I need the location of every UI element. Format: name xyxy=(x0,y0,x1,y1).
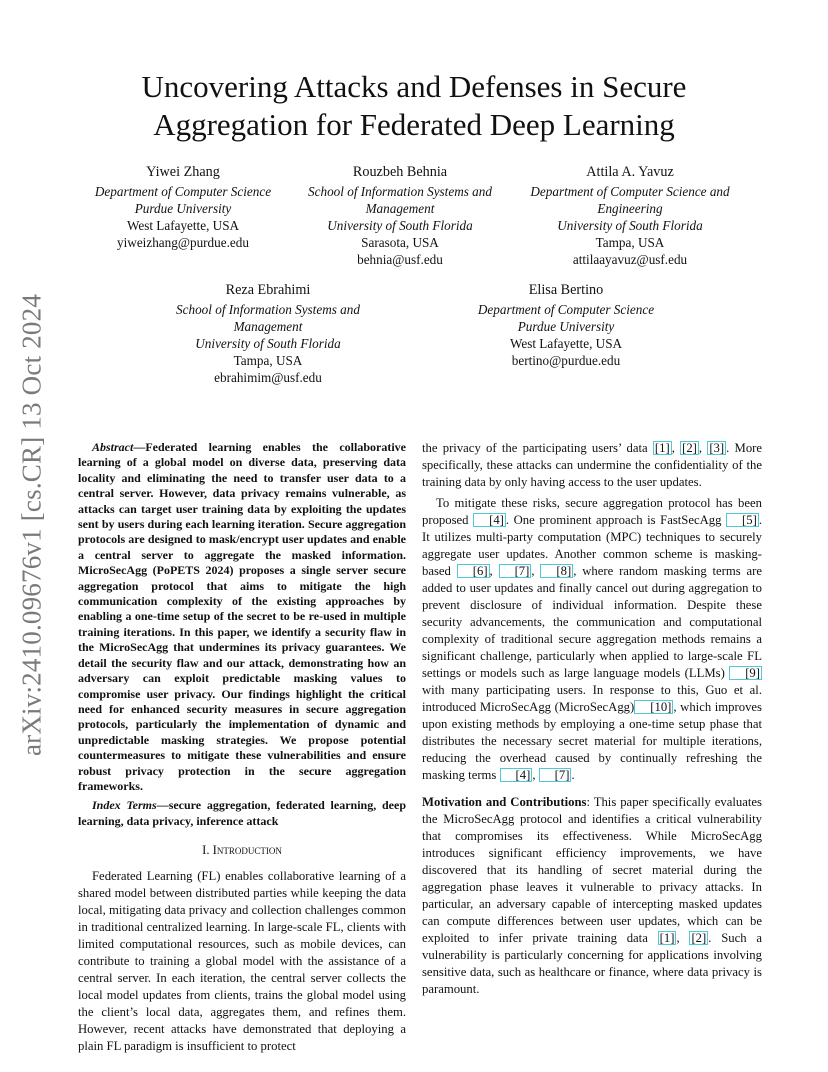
citation-link[interactable]: [9] xyxy=(729,666,762,680)
author-name: Reza Ebrahimi xyxy=(225,282,311,298)
index-terms-text: —secure aggregation, federated learning, deep learning, data privacy, inference attack xyxy=(78,798,406,828)
right-column xyxy=(422,440,762,1002)
left-column xyxy=(78,440,406,1059)
author-name: Elisa Bertino xyxy=(528,282,604,298)
author-block xyxy=(88,164,278,251)
citation-link[interactable]: [2] xyxy=(682,441,697,455)
author-email: attilaayavuz@usf.edu xyxy=(572,252,688,267)
author-institution: University of South Florida xyxy=(195,336,341,351)
paragraph: Motivation and Contributions: This paper specifically evaluates the MicroSecAgg protocol and identifies a critical vulnerability that compromises its effectiveness. While MicroSecAgg introduces significant efficiency improvements, we have discovered that its handling of secret material during the aggregation phase leaves it vulnerable to privacy attacks. In particular, an adversary capable of intercepting masked updates can compute differences between user updates, which can be exploited to infer private training data [1] , [2] . Such a vulnerability is particularly concerning for applications involving sensitive data, such as healthcare or finance, where data privacy is paramount. xyxy=(422,795,763,996)
citation-link[interactable]: [2] xyxy=(691,931,707,945)
citation-link[interactable]: [7] xyxy=(539,768,572,782)
author-dept: Department of Computer Science xyxy=(94,184,272,199)
citation-link[interactable]: [10] xyxy=(634,700,673,714)
author-location: West Lafayette, USA xyxy=(509,336,623,351)
abstract-label: Abstract xyxy=(92,440,134,454)
author-email: yiweizhang@purdue.edu xyxy=(117,235,249,250)
author-dept: Department of Computer Science and Engineering xyxy=(530,184,730,216)
paragraph: To mitigate these risks, secure aggregation protocol has been proposed [4] . One prominent approach is FastSecAgg [5] . It utilizes multi-party computation (MPC) techniques to securely aggregate user updates. Another common scheme is masking-based [6] , [7] , [8] , where random masking terms are added to user updates and finally cancel out during aggregation to prevent disclosure of individual information. Despite these security advancements, the communication and computational complexity of traditional secure aggregation methods remains a significant challenge, particularly when applied to large-scale FL settings or models such as large language models (LLMs) [9] with many participating users. In response to this, Guo et al. introduced MicroSecAgg (MicroSecAgg) [10] , which improves upon existing methods by employing a one-time setup phase that distributes the necessary secret material for multiple iterations, reducing the overhead caused by continually refreshing the masking terms [4] , [7] . xyxy=(422,496,763,782)
paper-title: Uncovering Attacks and Defenses in Secure Aggregation for Federated Deep Learning xyxy=(141,69,687,142)
abstract xyxy=(78,440,406,794)
author-email: ebrahimim@usf.edu xyxy=(214,370,322,385)
section-heading: I. Introduction xyxy=(202,843,282,858)
index-terms-label: Index Terms xyxy=(92,798,157,813)
citation-link[interactable]: [5] xyxy=(726,513,759,527)
author-block xyxy=(166,282,370,386)
citation-link[interactable]: [7] xyxy=(499,564,532,578)
author-institution: Purdue University xyxy=(134,201,232,216)
arxiv-identifier: arXiv:2410.09676v1 [cs.CR] 13 Oct 2024 xyxy=(16,293,47,757)
author-email: bertino@purdue.edu xyxy=(511,353,621,368)
author-email: behnia@usf.edu xyxy=(357,252,443,267)
citation-link[interactable]: [1] xyxy=(659,931,675,945)
citation-link[interactable]: [8] xyxy=(540,564,573,578)
citation-link[interactable]: [1] xyxy=(654,441,670,455)
citation-link[interactable]: [6] xyxy=(457,564,490,578)
author-location: Tampa, USA xyxy=(233,353,303,368)
author-name: Rouzbeh Behnia xyxy=(352,164,448,180)
paragraph-heading: Motivation and Contributions xyxy=(422,795,587,809)
author-dept: School of Information Systems and Management xyxy=(176,302,360,334)
abstract-text: —Federated learning enables the collaborative learning of a global model on diverse data, preserving data locality and eliminating the need to transfer user data to a central server. However, data privacy remains vulnerable, as attacks can target user training data by exploiting the updates sent by users during each learning iteration. Secure aggregation protocols are designed to mask/encrypt user updates and enable a central server to aggregate the masked information. MicroSecAgg (PoPETS 2024) proposes a single server secure aggregation protocol that aims to mitigate the high communication complexity of the existing approaches by enabling a one-time setup of the secret to be re-used in multiple training iterations. In this paper, we identify a security flaw in the MicroSecAgg that undermines its privacy guarantees. We detail the security flaw and our attack, demonstrating how an adversary can exploit predictable masking values to compromise user privacy. Our findings highlight the critical need for enhanced security measures in secure aggregation protocols, particularly the implementation of dynamic and unpredictable masking strategies. We propose potential countermeasures to mitigate these vulnerabilities and ensure robust privacy protection in the secure aggregation frameworks. xyxy=(78,440,406,793)
paragraph: the privacy of the participating users’ data [1] , [2] , [3] . More specifically, these attacks can undermine the confidentiality of the training data by only having access to the user updates. xyxy=(422,441,763,489)
author-block xyxy=(518,164,742,268)
author-dept: Department of Computer Science xyxy=(477,302,655,317)
author-name: Attila A. Yavuz xyxy=(586,164,674,180)
author-location: Tampa, USA xyxy=(595,235,665,250)
intro-paragraph: Federated Learning (FL) enables collaborative learning of a shared model between distributed parties while keeping the data local, mitigating data privacy and collection challenges common in traditional centralized learning. In large-scale FL, clients with limited computational resources, such as mobile devices, can contribute to training a global model with the assistance of a central server. In each iteration, the central server collects the local model updates from clients, trains the global model using the client’s local data, aggregates them, and refines them. However, recent attacks have demonstrated that deploying a plain FL paradigm is insufficient to protect xyxy=(78,869,406,1054)
author-block xyxy=(298,164,502,268)
author-institution: University of South Florida xyxy=(557,218,703,233)
citation-link[interactable]: [3] xyxy=(709,441,725,455)
author-dept: School of Information Systems and Management xyxy=(308,184,492,216)
citation-link[interactable]: [4] xyxy=(473,513,506,527)
index-terms xyxy=(78,798,406,829)
author-location: West Lafayette, USA xyxy=(126,218,240,233)
author-institution: Purdue University xyxy=(517,319,615,334)
author-name: Yiwei Zhang xyxy=(146,164,220,180)
author-institution: University of South Florida xyxy=(327,218,473,233)
citation-link[interactable]: [4] xyxy=(500,768,533,782)
author-block xyxy=(464,282,668,369)
author-location: Sarasota, USA xyxy=(361,235,439,250)
